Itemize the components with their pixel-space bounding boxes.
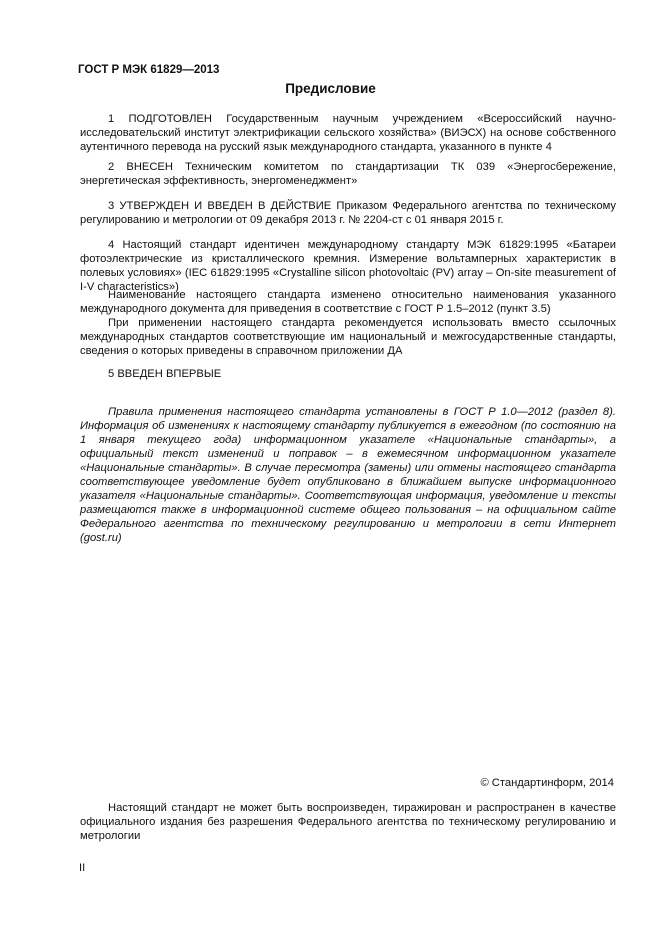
page-title: Предисловие — [285, 81, 376, 96]
standard-code: ГОСТ Р МЭК 61829—2013 — [78, 64, 220, 76]
item-introduced: 2 ВНЕСЕН Техническим комитетом по стандартизации ТК 039 «Энергосбережение, энергетическая эффективность, энергоменеджмент» — [80, 161, 616, 187]
item-identical: 4 Настоящий стандарт идентичен международному стандарту МЭК 61829:1995 «Батареи фотоэлектрические из кристаллического кремния. Измерение вольтамперных характеристик в полевых условиях» (IEC 61829:1995 «Crystalline silicon photovoltaic (PV) array – On-site measurement of I-V characteristics») — [80, 239, 616, 293]
item-name-changed: Наименование настоящего стандарта изменено относительно наименования указанного международного документа для приведения в соответствие с ГОСТ Р 1.5–2012 (пункт 3.5) — [80, 289, 616, 315]
item-approved: 3 УТВЕРЖДЕН И ВВЕДЕН В ДЕЙСТВИЕ Приказом Федерального агентства по техническому регулированию и метрологии от 09 декабря 2013 г. № 2204-ст с 01 января 2015 г. — [80, 200, 616, 226]
reproduction-notice: Настоящий стандарт не может быть воспроизведен, тиражирован и распространен в качестве официального издания без разрешения Федерального агентства по техническому регулированию и метрологии — [80, 802, 616, 842]
page-number: II — [79, 862, 86, 874]
item-prepared: 1 ПОДГОТОВЛЕН Государственным научным учреждением «Всероссийский научно-исследовательский институт электрификации сельского хозяйства» (ВИЭСХ) на основе собственного аутентичного перевода на русский язык международного стандарта, указанного в пункте 4 — [80, 113, 616, 153]
copyright: © Стандартинформ, 2014 — [480, 777, 614, 789]
item-recommendation: При применении настоящего стандарта рекомендуется использовать вместо ссылочных международных стандартов соответствующие им национальный и межгосударственные стандарты, сведения о которых приведены в справочном приложении ДА — [80, 317, 616, 357]
item-first-introduced: 5 ВВЕДЕН ВПЕРВЫЕ — [108, 368, 222, 380]
application-notice: Правила применения настоящего стандарта установлены в ГОСТ Р 1.0—2012 (раздел 8). Информация об изменениях к настоящему стандарту публикуется в ежегодном (по состоянию на 1 января текущего года) информационном указателе «Национальные стандарты», а официальный текст изменений и поправок – в ежемесячном информационном указателе «Национальные стандарты». В случае пересмотра (замены) или отмены настоящего стандарта соответствующее уведомление будет опубликовано в ближайшем выпуске информационного указателя «Национальные стандарты». Соответствующая информация, уведомление и тексты размещаются также в информационной системе общего пользования – на официальном сайте Федерального агентства по техническому регулированию и метрологии в сети Интернет (gost.ru) — [80, 406, 616, 544]
